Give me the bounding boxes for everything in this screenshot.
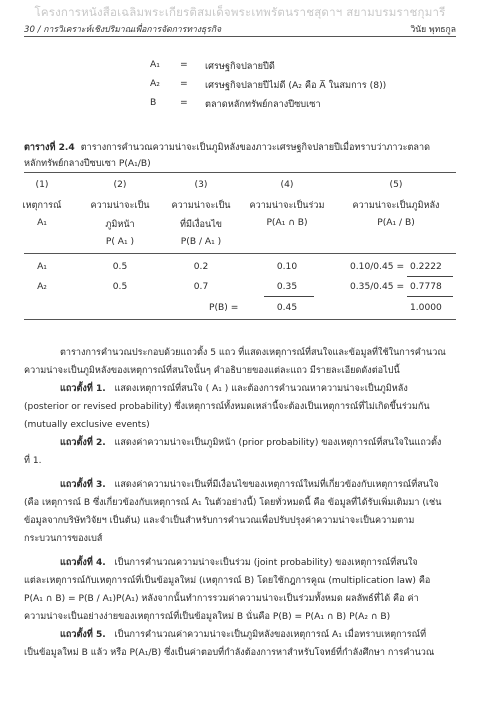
table-cell-conditional: 0.2 [193,262,209,272]
definition-text: เศรษฐกิจปลายปีดี [205,61,275,72]
col-number: (1) [35,180,49,190]
paragraph-text: ที่ 1. [24,456,42,466]
column-label: แถวตั้งที่ 1. [60,384,106,394]
page-title: 30 / การวิเคราะห์เชิงปริมาณเพื่อการจัดการทางธุรกิจ [24,25,222,35]
equals-sign: = [180,97,188,108]
underline [407,276,453,277]
header-cell: เหตุการณ์ [22,201,62,211]
paragraph-text: ข้อมูลจากบริษัทวิจัยฯ เป็นต้น) และจำเป็นสำหรับการคำนวณเพื่อปรับปรุงค่าความน่าจะเป็นความตาม [24,516,415,526]
header-cell: P(B / A₁ ) [180,237,222,247]
paragraph-text: (คือ เหตุการณ์ B ซึ่งเกี่ยวข้องกับเหตุการณ์ A₁ ในตัวอย่างนี้) โดยทั่วหมดนี้ คือ ข้อมูลที่ได้รับเพิ่มเติมมา (เช่น [24,498,442,508]
caption-text: หลักทรัพย์กลางปีซบเซา P(A₁/B) [24,159,151,169]
running-header [24,22,456,36]
col-number: (4) [280,180,294,190]
posterior-total: 1.0000 [410,303,442,313]
paragraph-text: ความน่าจะเป็นอย่างง่ายของเหตุการณ์ที่เป็นข้อมูลใหม่ B นั่นคือ P(B) = P(A₁ ∩ B) P(A₂ ∩ B) [24,612,391,622]
equals-sign: = [180,78,188,89]
paragraph-text: แสดงค่าความน่าจะเป็นที่มีเงื่อนไขของเหตุการณ์ใหม่ที่เกี่ยวข้องกับเหตุการณ์ที่สนใจ [114,480,439,490]
total-value: 0.45 [276,303,298,313]
paragraph-text: เป็นข้อมูลใหม่ B แล้ว หรือ P(A₁/B) ซึ่งเป็นค่าตอบที่กำลังต้องการหาสำหรับโจทย์ที่กำลังศึกษา การคำนวณ [24,648,435,658]
definition-text: เศรษฐกิจปลายปีไม่ดี (A₂ คือ A̅ ในสมการ (8)) [205,80,387,91]
table-header-rule [24,253,456,254]
table-bottom-rule [24,319,456,320]
caption-text: ตารางการคำนวณความน่าจะเป็นภูมิหลังของภาวะเศรษฐกิจปลายปีเมื่อทราบว่าภาวะตลาด [80,143,431,153]
paragraph-text: แสดงเหตุการณ์ที่สนใจ ( A₁ ) และต้องการคำนวณหาความน่าจะเป็นภูมิหลัง [114,384,408,394]
paragraph-text: P(A₁ ∩ B) = P(B / A₁)P(A₁) หลังจากนั้นทำการรวมค่าความน่าจะเป็นร่วมทั้งหมด ผลลัพธ์ที่ได้ คือ ค่า [24,594,419,604]
paragraph-text: เป็นการคำนวณความน่าจะเป็นร่วม (joint probability) ของเหตุการณ์ที่สนใจ [114,558,418,568]
watermark-banner: โครงการหนังสือเฉลิมพระเกียรติสมเด็จพระเทพรัตนราชสุดาฯ สยามบรมราชกุมารี [34,5,446,19]
col-number: (5) [389,180,403,190]
table-top-rule [24,172,456,173]
table-cell-conditional: 0.7 [193,282,209,292]
header-cell: ความน่าจะเป็นร่วม [249,201,325,211]
paragraph-text: ตารางการคำนวณประกอบด้วยแถวตั้ง 5 แถว ที่แสดงเหตุการณ์ที่สนใจและข้อมูลที่ใช้ในการคำนวณ [60,348,446,358]
column-label: แถวตั้งที่ 4. [60,558,106,568]
header-cell: ที่มีเงื่อนไข [179,220,223,230]
table-cell-posterior: 0.7778 [410,282,442,292]
header-cell: P( A₁ ) [105,237,135,247]
table-cell-joint: 0.35 [276,282,298,292]
author-name: วินัย พุทธกูล [410,25,456,35]
table-cell-event: A₁ [37,262,47,272]
paragraph-text: แสดงค่าความน่าจะเป็นภูมิหน้า (prior probability) ของเหตุการณ์ที่สนใจในแถวตั้ง [114,438,442,448]
paragraph-text: แต่ละเหตุการณ์กับเหตุการณ์ที่เป็นข้อมูลใหม่ (เหตุการณ์ B) โดยใช้กฎการคูณ (multiplication law) คือ [24,576,431,586]
definition-text: ตลาดหลักทรัพย์กลางปีซบเซา [205,99,321,110]
total-label: P(B) = [209,303,239,313]
table-cell-calc: 0.35/0.45 = [350,282,405,292]
underline [407,296,453,297]
column-label: แถวตั้งที่ 3. [60,480,106,490]
paragraph-text: (posterior or revised probability) ซึ่งเหตุการณ์ทั้งหมดเหล่านี้จะต้องเป็นเหตุการณ์ที่ไม่เกิดขึ้นร่วมกัน [24,402,430,412]
col-number: (3) [194,180,208,190]
table-cell-event: A₂ [37,282,47,292]
table-cell-posterior: 0.2222 [410,262,442,272]
header-rule [24,36,456,37]
table-cell-prior: 0.5 [112,262,128,272]
table-caption [24,140,456,172]
column-label: แถวตั้งที่ 2. [60,438,106,448]
header-cell: P(A₁ ∩ B) [266,218,308,228]
definition-symbol: A₁ [150,59,160,70]
equals-sign: = [180,59,188,70]
header-cell: A₁ [37,218,47,228]
header-cell: ความน่าจะเป็นภูมิหลัง [352,201,440,211]
body-text [24,344,456,662]
header-cell: P(A₁ / B) [377,218,415,228]
paragraph-text: ความน่าจะเป็นภูมิหลังของเหตุการณ์ที่สนใจนั้นๆ คำอธิบายของแต่ละแถว มีรายละเอียดดังต่อไปนี้ [24,366,400,376]
definition-symbol: A₂ [150,78,160,89]
column-label: แถวตั้งที่ 5. [60,630,106,640]
paragraph-text: (mutually exclusive events) [24,420,150,430]
header-cell: ภูมิหน้า [105,220,135,230]
definition-symbol: B [150,97,157,108]
table-cell-joint: 0.10 [276,262,298,272]
underline [264,296,314,297]
header-cell: ความน่าจะเป็น [90,201,150,211]
col-number: (2) [113,180,127,190]
paragraph-text: กระบวนการของเบส์ [24,534,103,544]
table-cell-calc: 0.10/0.45 = [350,262,405,272]
paragraph-text: เป็นการคำนวณค่าความน่าจะเป็นภูมิหลังของเหตุการณ์ A₁ เมื่อทราบเหตุการณ์ที่ [114,630,427,640]
header-cell: ความน่าจะเป็น [171,201,231,211]
table-cell-prior: 0.5 [112,282,128,292]
table-label: ตารางที่ 2.4 [24,143,75,153]
